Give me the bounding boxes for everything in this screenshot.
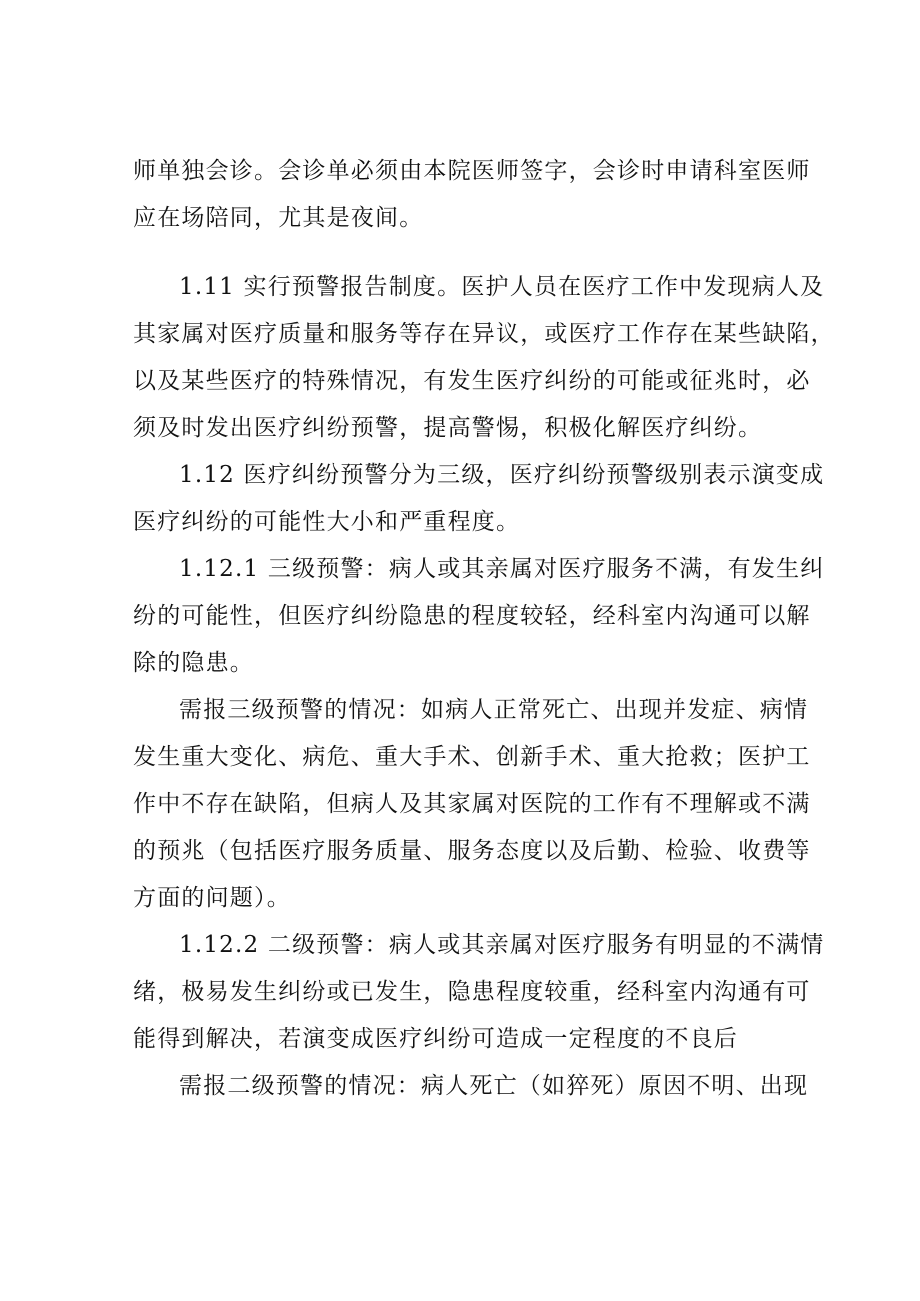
text-line: 须及时发出医疗纠纷预警，提高警惕，积极化解医疗纠纷。: [133, 415, 763, 441]
text-line: 纷的可能性，但医疗纠纷隐患的程度较轻，经科室内沟通可以解: [133, 603, 811, 629]
text-line: 以及某些医疗的特殊情况，有发生医疗纠纷的可能或征兆时，必: [133, 368, 811, 394]
paragraph-1-11: [133, 264, 835, 452]
text-line: 1.12.1 三级预警：病人或其亲属对医疗服务不满，有发生纠: [179, 556, 825, 582]
text-line: 能得到解决，若演变成医疗纠纷可造成一定程度的不良后: [133, 1026, 738, 1052]
paragraph-1-12: [133, 452, 825, 546]
text-line: 1.12 医疗纠纷预警分为三级，医疗纠纷预警级别表示演变成: [179, 462, 825, 488]
text-line: 绪，极易发生纠纷或已发生，隐患程度较重，经科室内沟通有可: [133, 979, 811, 1005]
text-line: 方面的问题）。: [133, 885, 291, 911]
paragraph-level2-cases: [133, 1063, 809, 1110]
text-line: 发生重大变化、病危、重大手术、创新手术、重大抢救；医护工: [133, 744, 811, 770]
text-line: 其家属对医疗质量和服务等存在异议，或医疗工作存在某些缺陷，: [133, 321, 835, 347]
text-line: 师单独会诊。会诊单必须由本院医师签字，会诊时申请科室医师: [133, 158, 811, 184]
paragraph-level3-cases: [133, 687, 811, 922]
document-body: [133, 148, 835, 1110]
paragraph-1-12-1: [133, 546, 825, 687]
text-line: 的预兆（包括医疗服务质量、服务态度以及后勤、检验、收费等: [133, 838, 811, 864]
paragraph-consultation-cont: [133, 148, 811, 242]
text-line: 1.11 实行预警报告制度。医护人员在医疗工作中发现病人及: [179, 274, 825, 300]
text-line: 需报二级预警的情况：病人死亡（如猝死）原因不明、出现: [179, 1073, 809, 1099]
text-line: 1.12.2 二级预警：病人或其亲属对医疗服务有明显的不满情: [179, 932, 825, 958]
text-line: 需报三级预警的情况：如病人正常死亡、出现并发症、病情: [179, 697, 809, 723]
paragraph-1-12-2: [133, 922, 825, 1063]
text-line: 应在场陪同，尤其是夜间。: [133, 205, 424, 231]
text-line: 除的隐患。: [133, 650, 254, 676]
text-line: 医疗纠纷的可能性大小和严重程度。: [133, 509, 521, 535]
text-line: 作中不存在缺陷，但病人及其家属对医院的工作有不理解或不满: [133, 791, 811, 817]
